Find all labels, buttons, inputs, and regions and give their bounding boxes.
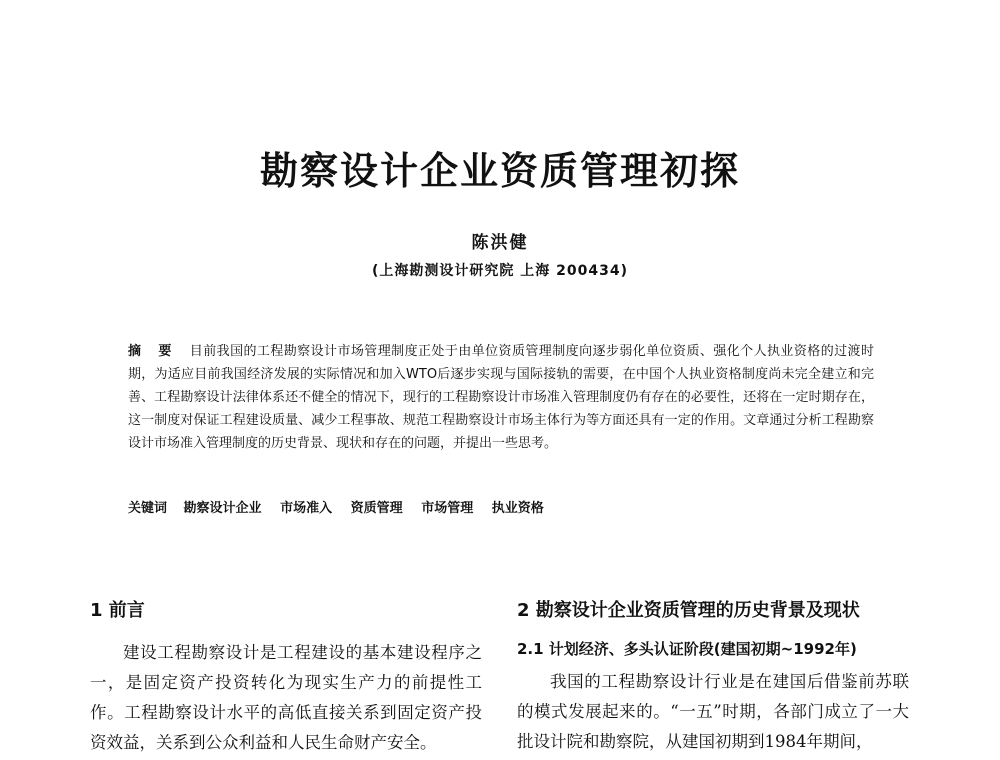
author-affiliation: (上海勘测设计研究院 上海 200434)	[372, 263, 628, 279]
paper-title: 勘察设计企业资质管理初探	[259, 148, 740, 193]
section-2-1-body: 我国的工程勘察设计行业是在建国后借鉴前苏联的模式发展起来的。“一五”时期，各部门成立了一大批设计院和勘察院，从建国初期到1984年期间，	[517, 672, 909, 751]
keyword-item: 市场准入	[280, 501, 333, 516]
keywords	[128, 499, 874, 519]
section-2-1-heading: 2.1 计划经济、多头认证阶段(建国初期~1992年)	[517, 640, 857, 658]
keywords-label: 关键词	[128, 501, 168, 516]
section-2-heading: 2 勘察设计企业资质管理的历史背景及现状	[517, 600, 860, 621]
author-name: 陈洪健	[471, 233, 529, 253]
left-column	[90, 596, 482, 758]
keyword-item: 执业资格	[491, 501, 544, 516]
keyword-item: 资质管理	[350, 501, 403, 516]
abstract-text: 目前我国的工程勘察设计市场管理制度正处于由单位资质管理制度向逐步弱化单位资质、强化个人执业资格的过渡时期，为适应目前我国经济发展的实际情况和加入WTO后逐步实现与国际接轨的需要，在中国个人执业资格制度尚未完全建立和完善、工程勘察设计法律体系还不健全的情况下，现行的工程勘察设计市场准入管理制度仍有存在的必要性，还将在一定时期存在，这一制度对保证工程建设质量、减少工程事故、规范工程勘察设计市场主体行为等方面还具有一定的作用。文章通过分析工程勘察设计市场准入管理制度的历史背景、现状和存在的问题，并提出一些思考。	[128, 344, 874, 451]
right-column	[517, 596, 909, 757]
section-1-heading: 1 前言	[90, 600, 145, 621]
keyword-item: 勘察设计企业	[183, 501, 262, 516]
abstract	[128, 340, 874, 455]
keyword-item: 市场管理	[421, 501, 474, 516]
section-1-body: 建设工程勘察设计是工程建设的基本建设程序之一，是固定资产投资转化为现实生产力的前提性工作。工程勘察设计水平的高低直接关系到固定资产投资效益，关系到公众利益和人民生命财产安全。	[90, 643, 482, 752]
abstract-label: 摘 要	[128, 344, 178, 359]
